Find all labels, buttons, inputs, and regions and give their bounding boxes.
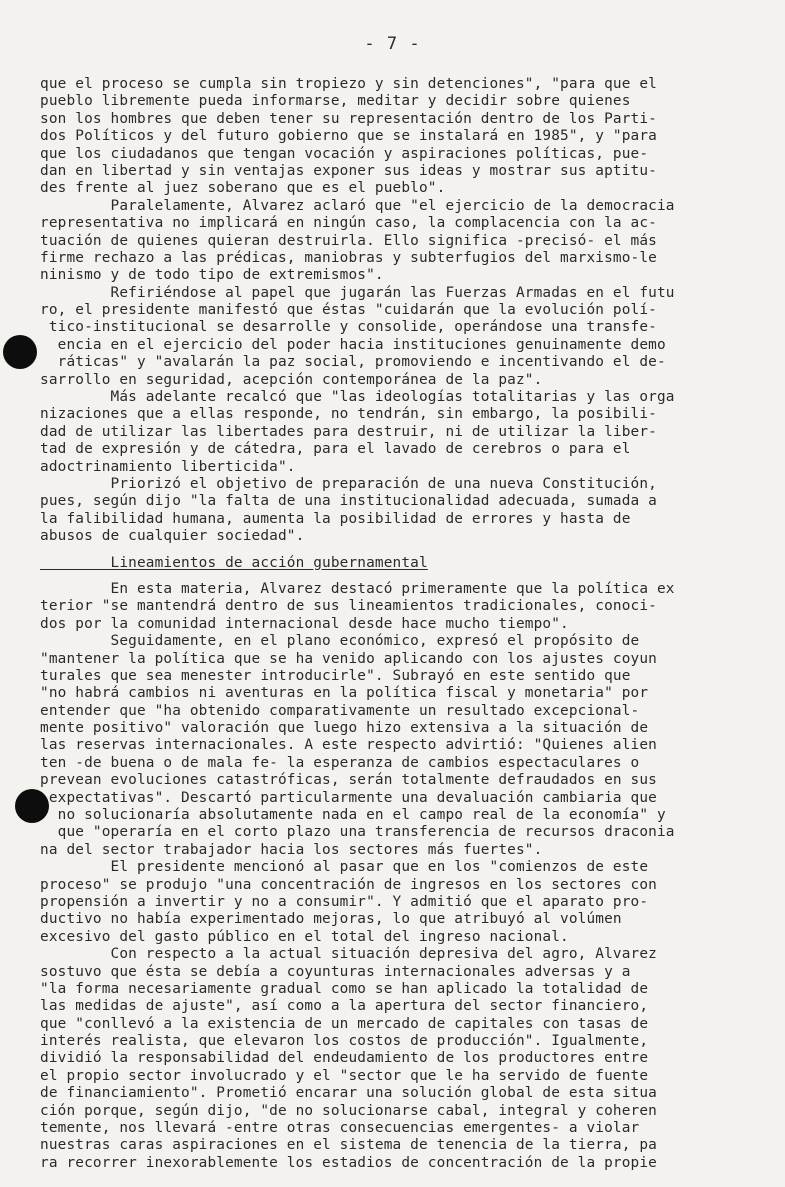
section-heading: Lineamientos de acción gubernamental [40,554,428,571]
text-line: "no habrá cambios ni aventuras en la política fiscal y monetaria" por [40,685,649,702]
text-line: En esta materia, Alvarez destacó primeramente que la política ex [40,580,675,597]
text-line: Refiriéndose al papel que jugarán las Fuerzas Armadas en el futu [40,284,675,301]
text-line: temente, nos llevará -entre otras consecuencias emergentes- a violar [40,1120,640,1137]
text-line: na del sector trabajador hacia los sectores más fuertes". [40,841,543,858]
text-line: tico-institucional se desarrolle y consolide, operándose una transfe- [40,319,657,336]
text-line: terior "se mantendrá dentro de sus lineamientos tradicionales, conoci- [40,598,657,615]
text-line: des frente al juez soberano que es el pueblo". [40,180,446,197]
text-line: adoctrinamiento liberticida". [40,458,296,475]
text-line: dos Políticos y del futuro gobierno que se instalará en 1985", y "para [40,128,657,145]
text-line: propensión a invertir y no a consumir". Y admitió que el aparato pro- [40,893,649,910]
text-line: son los hombres que deben tener su representación dentro de los Parti- [40,110,657,127]
text-line: la falibilidad humana, aumenta la posibilidad de errores y hasta de [40,510,631,527]
text-line: proceso" se produjo "una concentración de ingresos en los sectores con [40,876,657,893]
text-line: pues, según dijo "la falta de una institucionalidad adecuada, sumada a [40,493,657,510]
text-line: sarrollo en seguridad, acepción contemporánea de la paz". [40,371,543,388]
text-line: entender que "ha obtenido comparativamente un resultado excepcional- [40,702,640,719]
text-line: el propio sector involucrado y el "sector que le ha servido de fuente [40,1067,649,1084]
text-line: encia en el ejercicio del poder hacia instituciones genuinamente demo [40,336,666,353]
text-line: expectativas". Descartó particularmente una devaluación cambiaria que [40,789,657,806]
document-body [40,76,750,1172]
text-line: firme rechazo a las prédicas, maniobras y subterfugios del marxismo-le [40,249,657,266]
text-line: ra recorrer inexorablemente los estadios de concentración de la propie [40,1154,657,1171]
text-line: de financiamiento". Prometió encarar una solución global de esta situa [40,1085,657,1102]
text-line: ro, el presidente manifestó que éstas "cuidarán que la evolución polí- [40,302,657,319]
text-line: abusos de cualquier sociedad". [40,528,305,545]
text-line: interés realista, que elevaron los costos de producción". Igualmente, [40,1033,649,1050]
text-line: representativa no implicará en ningún caso, la complacencia con la ac- [40,215,657,232]
text-line: dos por la comunidad internacional desde hace mucho tiempo". [40,615,569,632]
text-line: nizaciones que a ellas responde, no tendrán, sin embargo, la posibili- [40,406,657,423]
text-line: ten -de buena o de mala fe- la esperanza de cambios espectaculares o [40,754,640,771]
text-line: que "conllevó a la existencia de un mercado de capitales con tasas de [40,1015,649,1032]
text-line: dad de utilizar las libertades para destruir, ni de utilizar la liber- [40,423,657,440]
text-line: dividió la responsabilidad del endeudamiento de los productores entre [40,1050,649,1067]
text-line: que "operaría en el corto plazo una transferencia de recursos draconia [40,824,675,841]
text-line: que los ciudadanos que tengan vocación y aspiraciones políticas, pue- [40,145,649,162]
text-line: las reservas internacionales. A este respecto advirtió: "Quienes alien [40,737,657,754]
text-line: tuación de quienes quieran destruirla. Ello significa -precisó- el más [40,232,657,249]
text-line: Seguidamente, en el plano económico, expresó el propósito de [40,633,640,650]
text-line: turales que sea menester introducirle". Subrayó en este sentido que [40,667,631,684]
text-line: que el proceso se cumpla sin tropiezo y sin detenciones", "para que el [40,76,657,92]
text-line: prevean evoluciones catastróficas, serán totalmente defraudados en sus [40,772,657,789]
text-line: ción porque, según dijo, "de no solucionarse cabal, integral y coheren [40,1102,657,1119]
text-line: tad de expresión y de cátedra, para el lavado de cerebros o para el [40,441,631,458]
text-line: sostuvo que ésta se debía a coyunturas internacionales adversas y a [40,963,631,980]
punch-hole-upper [3,335,37,369]
text-line: Más adelante recalcó que "las ideologías totalitarias y las orga [40,389,675,406]
text-line: mente positivo" valoración que luego hizo extensiva a la situación de [40,720,649,737]
text-line: dan en libertad y sin ventajas exponer sus ideas y mostrar sus aptitu- [40,162,657,179]
page-number: - 7 - [364,34,421,54]
text-line: las medidas de ajuste", así como a la apertura del sector financiero, [40,998,649,1015]
text-line: Priorizó el objetivo de preparación de una nueva Constitución, [40,475,657,492]
text-line: ninismo y de todo tipo de extremismos". [40,267,384,284]
text-line: Con respecto a la actual situación depresiva del agro, Alvarez [40,946,657,963]
text-line: El presidente mencionó al pasar que en los "comienzos de este [40,859,649,876]
text-line: "la forma necesariamente gradual como se han aplicado la totalidad de [40,980,649,997]
text-line: pueblo libremente pueda informarse, meditar y decidir sobre quienes [40,93,631,110]
text-line: ductivo no había experimentado mejoras, lo que atribuyó al volúmen [40,911,622,928]
text-line: Paralelamente, Alvarez aclaró que "el ejercicio de la democracia [40,197,675,214]
text-line: "mantener la política que se ha venido aplicando con los ajustes coyun [40,650,657,667]
text-line: no solucionaría absolutamente nada en el campo real de la economía" y [40,807,666,824]
text-line: ráticas" y "avalarán la paz social, promoviendo e incentivando el de- [40,354,666,371]
text-line: excesivo del gasto público en el total del ingreso nacional. [40,928,569,945]
text-line: nuestras caras aspiraciones en el sistema de tenencia de la tierra, pa [40,1137,657,1154]
